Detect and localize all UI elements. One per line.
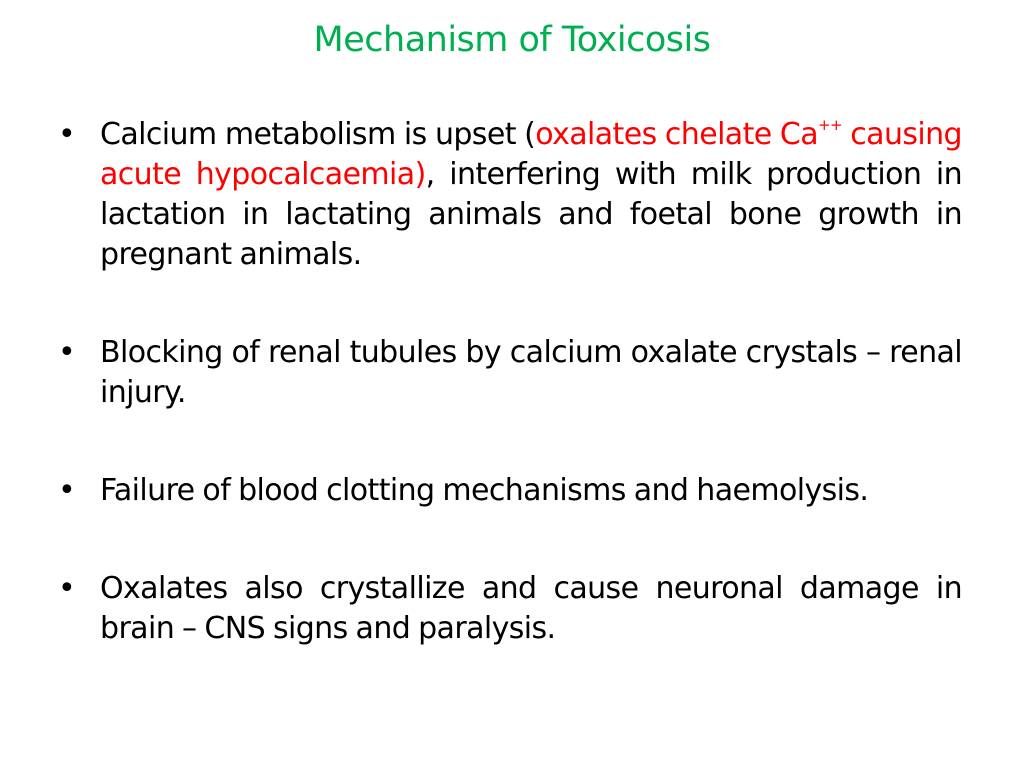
bullet-text: Failure of blood clotting mechanisms and haemolysis. — [100, 473, 869, 508]
bullet-dot-icon: • — [58, 571, 76, 606]
slide-title: Mechanism of Toxicosis — [313, 20, 711, 60]
bullet-highlight: oxalates chelate Ca — [535, 117, 819, 152]
bullet-list — [56, 115, 962, 649]
calcium-charge-superscript: ++ — [818, 116, 842, 134]
bullet-highlight-cont: causing acute hypocalcaemia) — [100, 117, 962, 192]
bullet-text-suffix: , interfering with milk production in lactation in lactating animals and foetal bone growth in pregnant animals. — [100, 157, 962, 272]
bullet-item-neuronal-damage — [56, 569, 962, 649]
bullet-dot-icon: • — [58, 335, 76, 370]
bullet-dot-icon: • — [58, 117, 76, 152]
bullet-item-calcium-metabolism — [56, 115, 962, 275]
bullet-item-renal-tubules — [56, 333, 962, 413]
bullet-text: Oxalates also crystallize and cause neuronal damage in brain – CNS signs and paralysis. — [100, 571, 962, 646]
bullet-item-blood-clotting — [56, 471, 962, 511]
bullet-text-prefix: Calcium metabolism is upset ( — [100, 117, 536, 152]
bullet-dot-icon: • — [58, 473, 76, 508]
bullet-text: Blocking of renal tubules by calcium oxalate crystals – renal injury. — [100, 335, 962, 410]
